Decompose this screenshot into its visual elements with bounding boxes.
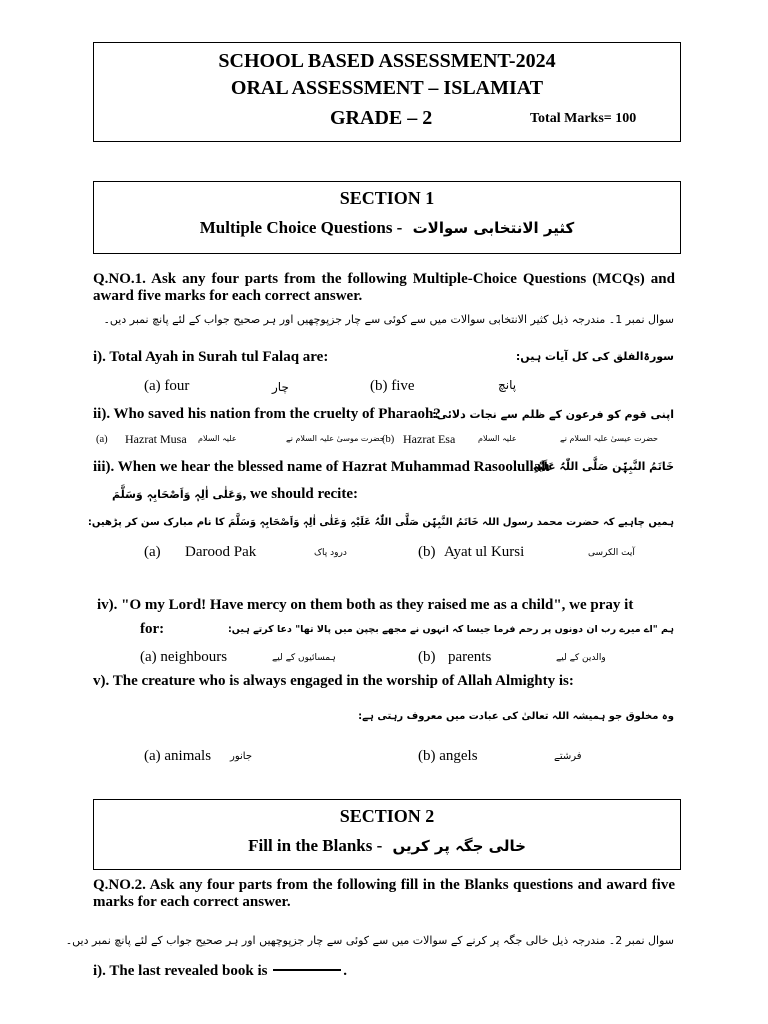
q1-v-option-a-ur: جانور <box>230 751 253 762</box>
q1-iii-option-b-ur: آیت الکرسی <box>588 548 635 558</box>
q1-i-option-a-ur: چار <box>272 380 289 394</box>
q1-instruction: Q.NO.1. Ask any four parts from the following Multiple-Choice Questions (MCQs) and award five marks for each correct answer. <box>93 271 675 304</box>
q1-iv-option-b-marker: (b) <box>418 649 436 665</box>
header-subtitle: ORAL ASSESSMENT – ISLAMIAT <box>230 77 544 99</box>
q1-part-i: i). Total Ayah in Surah tul Falaq are: <box>93 349 329 365</box>
header-title: SCHOOL BASED ASSESSMENT-2024 <box>218 50 556 72</box>
q1-v-option-a: (a) animals <box>144 748 212 764</box>
total-marks: Total Marks= 100 <box>530 111 637 126</box>
q1-ii-option-b-honorific: علیہ السلام <box>478 434 517 443</box>
section1-subtitle-ur: کثیر الانتخابی سوالات <box>412 219 575 237</box>
section2-box <box>93 799 681 870</box>
q1-ii-option-a: Hazrat Musa <box>125 432 187 446</box>
q1-part-iii-line1: iii). When we hear the blessed name of Hazrat Muhammad Rasoolullah <box>93 459 550 475</box>
header-box <box>93 42 681 142</box>
q1-part-v-ur: وہ مخلوق جو ہمیشہ اللہ تعالیٰ کی عبادت میں معروف رہتی ہے: <box>358 711 674 722</box>
q2-part-i-text: i). The last revealed book is <box>93 963 268 979</box>
q2-instruction-ur: سوال نمبر 2۔ مندرجہ ذیل خالی جگہ پر کرنے کے سوالات میں سے کوئی سے چار جزپوچھیں اور ہر صحیح جواب کے لئے پانچ نمبر دیں۔ <box>65 934 674 947</box>
q1-part-iv-line2: for: <box>140 621 165 637</box>
q1-ii-option-b-marker: (b) <box>382 434 395 445</box>
q1-i-option-a: (a) four <box>144 378 190 394</box>
q1-i-option-b: (b) five <box>370 378 415 394</box>
q1-iv-option-b: parents <box>448 649 492 665</box>
grade-label: GRADE – 2 <box>330 107 433 129</box>
section2-subtitle <box>94 836 680 856</box>
q1-iii-option-a: Darood Pak <box>185 544 257 560</box>
q2-part-i-suffix: . <box>343 963 347 979</box>
q1-instruction-ur: سوال نمبر 1۔ مندرجہ ذیل کثیر الانتخابی سوالات میں سے کوئی سے چار جزپوچھیں اور ہر صحیح جواب کے لئے پانچ نمبر دیں۔ <box>103 313 674 326</box>
q1-iii-option-b-marker: (b) <box>418 544 436 560</box>
q1-ii-option-a-ur: حضرت موسیٰ علیہ السلام نے <box>286 434 385 443</box>
q1-ii-option-b: Hazrat Esa <box>403 432 456 446</box>
q1-part-iii-line2-text: , we should recite: <box>242 486 358 502</box>
q1-ii-option-a-marker: (a) <box>96 434 108 445</box>
section2-title: SECTION 2 <box>339 806 435 826</box>
section1-box <box>93 181 681 254</box>
section2-subtitle-ur: خالی جگہ پر کریں <box>392 837 526 855</box>
q1-ii-option-b-ur: حضرت عیسیٰ علیہ السلام نے <box>560 434 658 443</box>
section1-subtitle-en: Multiple Choice Questions - <box>199 218 403 237</box>
q1-part-ii: ii). Who saved his nation from the cruelty of Pharaoh? <box>93 406 441 422</box>
q2-instruction: Q.NO.2. Ask any four parts from the following fill in the Blanks questions and award five marks for each correct answer. <box>93 877 675 910</box>
q1-iii-option-b: Ayat ul Kursi <box>444 544 525 560</box>
answer-blank <box>273 969 341 971</box>
q1-part-iii-salutation-1: خَاتَمُ النَّبِیّٖن صَلَّی اللّٰہُ عَلَیْہِ <box>532 460 674 473</box>
q1-part-ii-ur: اپنی قوم کو فرعون کے ظلم سے نجات دلائی: <box>432 408 674 421</box>
q1-i-option-b-ur: پانچ <box>498 378 517 392</box>
section1-subtitle <box>94 218 680 238</box>
q1-v-option-b-ur: فرشتے <box>554 751 582 762</box>
q1-iv-option-b-ur: والدین کے لیے <box>556 653 606 663</box>
q1-iii-option-a-marker: (a) <box>144 544 161 560</box>
q2-part-i <box>93 963 347 980</box>
section1-title: SECTION 1 <box>339 188 435 208</box>
q1-part-i-ur: سورۃالفلق کی کل آیات ہیں: <box>515 350 674 363</box>
section2-subtitle-en: Fill in the Blanks - <box>248 836 383 855</box>
q1-iii-option-a-ur: درود پاک <box>314 548 347 558</box>
q1-part-iv-ur: ہم "اے میرے رب ان دونوں پر رحم فرما جیسا کہ انہوں نے مجھے بچپن میں پالا تھا" دعا کرتے ہیں: <box>228 624 674 635</box>
q1-part-iii-ur: ہمیں چاہیے کہ حضرت محمد رسول اللہ خَاتَمُ النَّبِیّٖن صَلَّی اللّٰہُ عَلَیْہِ وَعَلٰی اٰلِہٖ وَاَصْحَابِہٖ وَسَلَّمَ کا نام مبارک سن کر پڑھیں: <box>87 517 674 528</box>
q1-v-option-b: (b) angels <box>418 748 478 764</box>
q1-part-iv-line1: iv). "O my Lord! Have mercy on them both as they raised me as a child", we pray it <box>97 597 634 613</box>
q1-part-v: v). The creature who is always engaged in the worship of Allah Almighty is: <box>93 673 574 689</box>
q1-part-iii-salutation-2: وَعَلٰی اٰلِہٖ وَاَصْحَابِہٖ وَسَلَّمَ <box>112 488 243 501</box>
q1-part-iii-line2 <box>112 486 358 503</box>
q1-ii-option-a-honorific: علیہ السلام <box>198 434 237 443</box>
q1-iv-option-a-ur: ہمسائیوں کے لیے <box>272 653 336 663</box>
q1-iv-option-a: (a) neighbours <box>140 649 228 665</box>
